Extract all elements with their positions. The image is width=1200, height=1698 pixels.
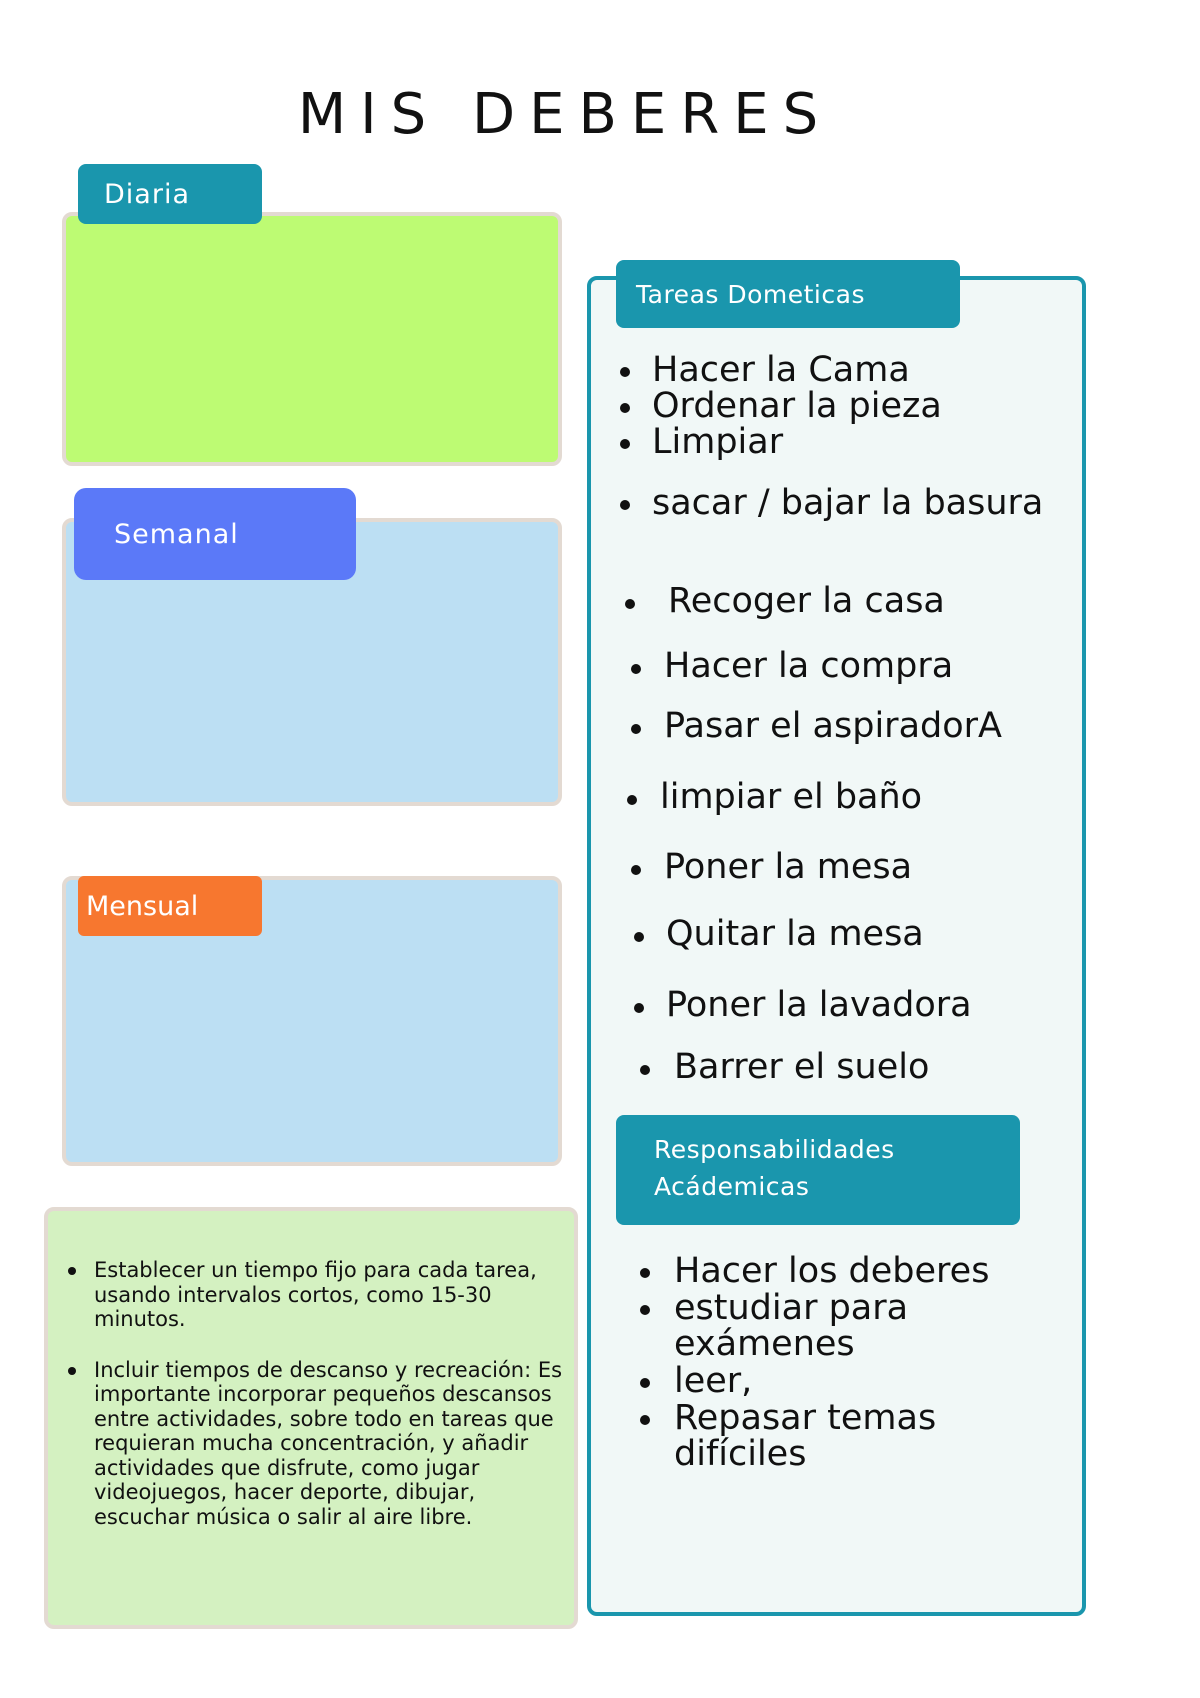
tips-list [66, 1258, 566, 1555]
bullet-icon [631, 664, 641, 674]
academic-heading-line2: Acádemicas [654, 1172, 810, 1201]
daily-panel [62, 212, 562, 466]
chore-item: Quitar la mesa [666, 914, 924, 954]
bullet-icon [640, 1415, 650, 1425]
chore-item: Limpiar [652, 422, 784, 462]
academic-item: leer, [674, 1361, 753, 1401]
bullet-icon [627, 795, 637, 805]
academic-item: Hacer los deberes [674, 1251, 990, 1291]
chore-item: sacar / bajar la basura [652, 483, 1044, 523]
page-title: MIS DEBERES [297, 82, 833, 147]
bullet-icon [620, 500, 630, 510]
chore-item: Pasar el aspiradorA [664, 706, 1002, 746]
academic-heading-line1: Responsabilidades [654, 1135, 895, 1164]
bullet-icon [634, 1003, 644, 1013]
tip-item: Establecer un tiempo fijo para cada tarea, usando intervalos cortos, como 15-30 minutos. [66, 1258, 566, 1332]
academic-item: estudiar para exámenes [674, 1288, 909, 1364]
tip-item: Incluir tiempos de descanso y recreación: Es importante incorporar pequeños descansos entre actividades, sobre todo en tareas que requieran mucha concentración, y añadir actividades que disfrute, como jugar videojuegos, hacer deporte, dibujar, escuchar música o salir al aire libre. [66, 1358, 566, 1530]
bullet-icon [634, 932, 644, 942]
bullet-icon [640, 1305, 650, 1315]
chore-item: Ordenar la pieza [652, 386, 942, 426]
academic-heading [616, 1115, 1020, 1225]
bullet-icon [625, 599, 635, 609]
bullet-icon [640, 1378, 650, 1388]
chore-item: Poner la lavadora [666, 985, 972, 1025]
bullet-icon [631, 724, 641, 734]
daily-tab: Diaria [78, 164, 262, 224]
bullet-icon [620, 367, 630, 377]
weekly-tab: Semanal [74, 488, 356, 580]
chore-item: limpiar el baño [660, 777, 923, 817]
chore-item: Barrer el suelo [674, 1047, 930, 1087]
chore-item: Hacer la Cama [652, 350, 910, 390]
bullet-icon [640, 1268, 650, 1278]
bullet-icon [620, 439, 630, 449]
academic-item: Repasar temas difíciles [674, 1398, 937, 1474]
monthly-tab: Mensual [78, 876, 262, 936]
bullet-icon [631, 865, 641, 875]
chore-item: Hacer la compra [664, 646, 954, 686]
bullet-icon [640, 1065, 650, 1075]
chore-item: Poner la mesa [664, 847, 913, 887]
chores-heading: Tareas Dometicas [616, 260, 960, 328]
chore-item: Recoger la casa [668, 581, 945, 621]
bullet-icon [620, 403, 630, 413]
